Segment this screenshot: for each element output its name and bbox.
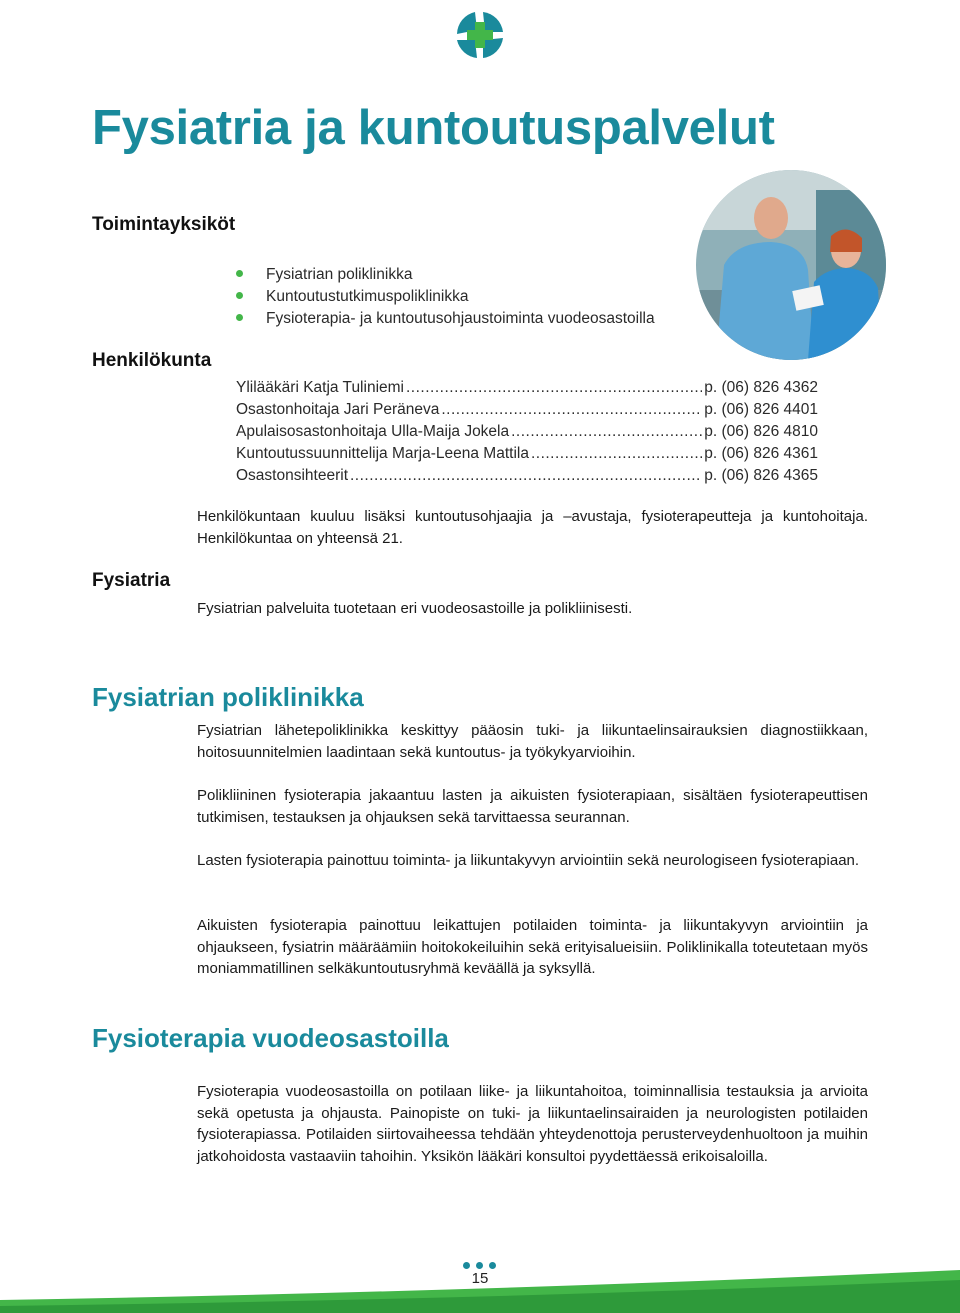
dot	[476, 1262, 483, 1269]
fysiatria-heading: Fysiatria	[92, 570, 171, 591]
toimintayksikot-heading: Toimintayksiköt	[92, 214, 236, 235]
staff-row	[236, 421, 818, 443]
staff-row	[236, 377, 818, 399]
page-number: 15	[471, 1270, 489, 1287]
dot-leader	[350, 465, 702, 487]
staff-list	[236, 377, 818, 487]
staff-phone: p. (06) 826 4810	[704, 423, 818, 440]
paragraph: Fysiatrian lähetepoliklinikka keskittyy pääosin tuki- ja liikuntaelinsairauksien diagnostiikkaan, hoitosuunnitelmien laadintaan sekä kuntoutus- ja työkykyarvioihin.	[197, 722, 868, 761]
staff-phone: p. (06) 826 4362	[704, 379, 818, 396]
cross-logo-icon	[449, 4, 511, 66]
staff-phone: p. (06) 826 4401	[704, 401, 818, 418]
list-item: Fysiatrian poliklinikka	[236, 264, 655, 286]
footer-dots	[463, 1262, 496, 1269]
vuodeosastot-heading: Fysioterapia vuodeosastoilla	[92, 1023, 449, 1053]
dot	[463, 1262, 470, 1269]
staff-name: Kuntoutussuunnittelija Marja-Leena Mattila	[236, 445, 529, 462]
staff-note: Henkilökuntaan kuuluu lisäksi kuntoutusohjaajia ja –avustaja, fysioterapeutteja ja kuntohoitaja. Henkilökuntaa on yhteensä 21.	[197, 508, 868, 547]
staff-name: Apulaisosastonhoitaja Ulla-Maija Jokela	[236, 423, 510, 440]
staff-name: Osastonsihteerit	[236, 467, 348, 484]
staff-row	[236, 399, 818, 421]
staff-phone: p. (06) 826 4365	[704, 467, 818, 484]
paragraph: Aikuisten fysioterapia painottuu leikattujen potilaiden toiminta- ja liikuntakyvyn arviointiin ja ohjaukseen, fysiatrin määräämiin hoitokokeiluihin sekä erityisalueisiin. Poliklinikalla toteutetaan myös moniammatillinen selkäkuntoutusryhmä keväällä ja syksyllä.	[197, 917, 868, 978]
paragraph: Polikliininen fysioterapia jakaantuu lasten ja aikuisten fysioterapiaan, sisältäen fysioterapeuttisen tutkimisen, testauksen ja ohjauksen sekä tarvittaessa seurannan.	[197, 787, 868, 826]
page-title: Fysiatria ja kuntoutuspalvelut	[92, 101, 775, 155]
staff-photo	[696, 170, 886, 360]
list-item: Fysioterapia- ja kuntoutusohjaustoiminta vuodeosastoilla	[236, 308, 655, 330]
fysiatria-text: Fysiatrian palveluita tuotetaan eri vuodeosastoille ja polikliinisesti.	[197, 600, 633, 617]
vuodeosastot-text: Fysioterapia vuodeosastoilla on potilaan liike- ja liikuntahoitoa, toiminnallisia testauksia ja arvioita sekä opetusta ja ohjausta. Painopiste on tuki- ja liikuntaelinsairaiden ja neurologisten potilaiden fysioterapiassa. Potilaiden siirtovaiheessa tehdään yhteydenottoja perusterveydenhuoltoon ja muihin jatkohoidosta vastaaviin tahoihin. Yksikön lääkäri konsultoi pyydettäessä erikoisaloilla.	[197, 1083, 868, 1166]
dot-leader	[441, 399, 702, 421]
staff-name: Osastonhoitaja Jari Peräneva	[236, 401, 440, 418]
staff-row	[236, 443, 818, 465]
dot-leader	[511, 421, 702, 443]
dot-leader	[531, 443, 702, 465]
list-item: Kuntoutustutkimuspoliklinikka	[236, 286, 655, 308]
units-list	[236, 264, 655, 330]
staff-name: Ylilääkäri Katja Tuliniemi	[236, 379, 404, 396]
paragraph: Lasten fysioterapia painottuu toiminta- ja liikuntakyvyn arviointiin sekä neurologiseen fysioterapiaan.	[197, 852, 860, 869]
staff-phone: p. (06) 826 4361	[704, 445, 818, 462]
poliklinikka-heading: Fysiatrian poliklinikka	[92, 682, 364, 712]
dot	[489, 1262, 496, 1269]
henkilokunta-heading: Henkilökunta	[92, 350, 212, 371]
staff-row	[236, 465, 818, 487]
dot-leader	[406, 377, 702, 399]
